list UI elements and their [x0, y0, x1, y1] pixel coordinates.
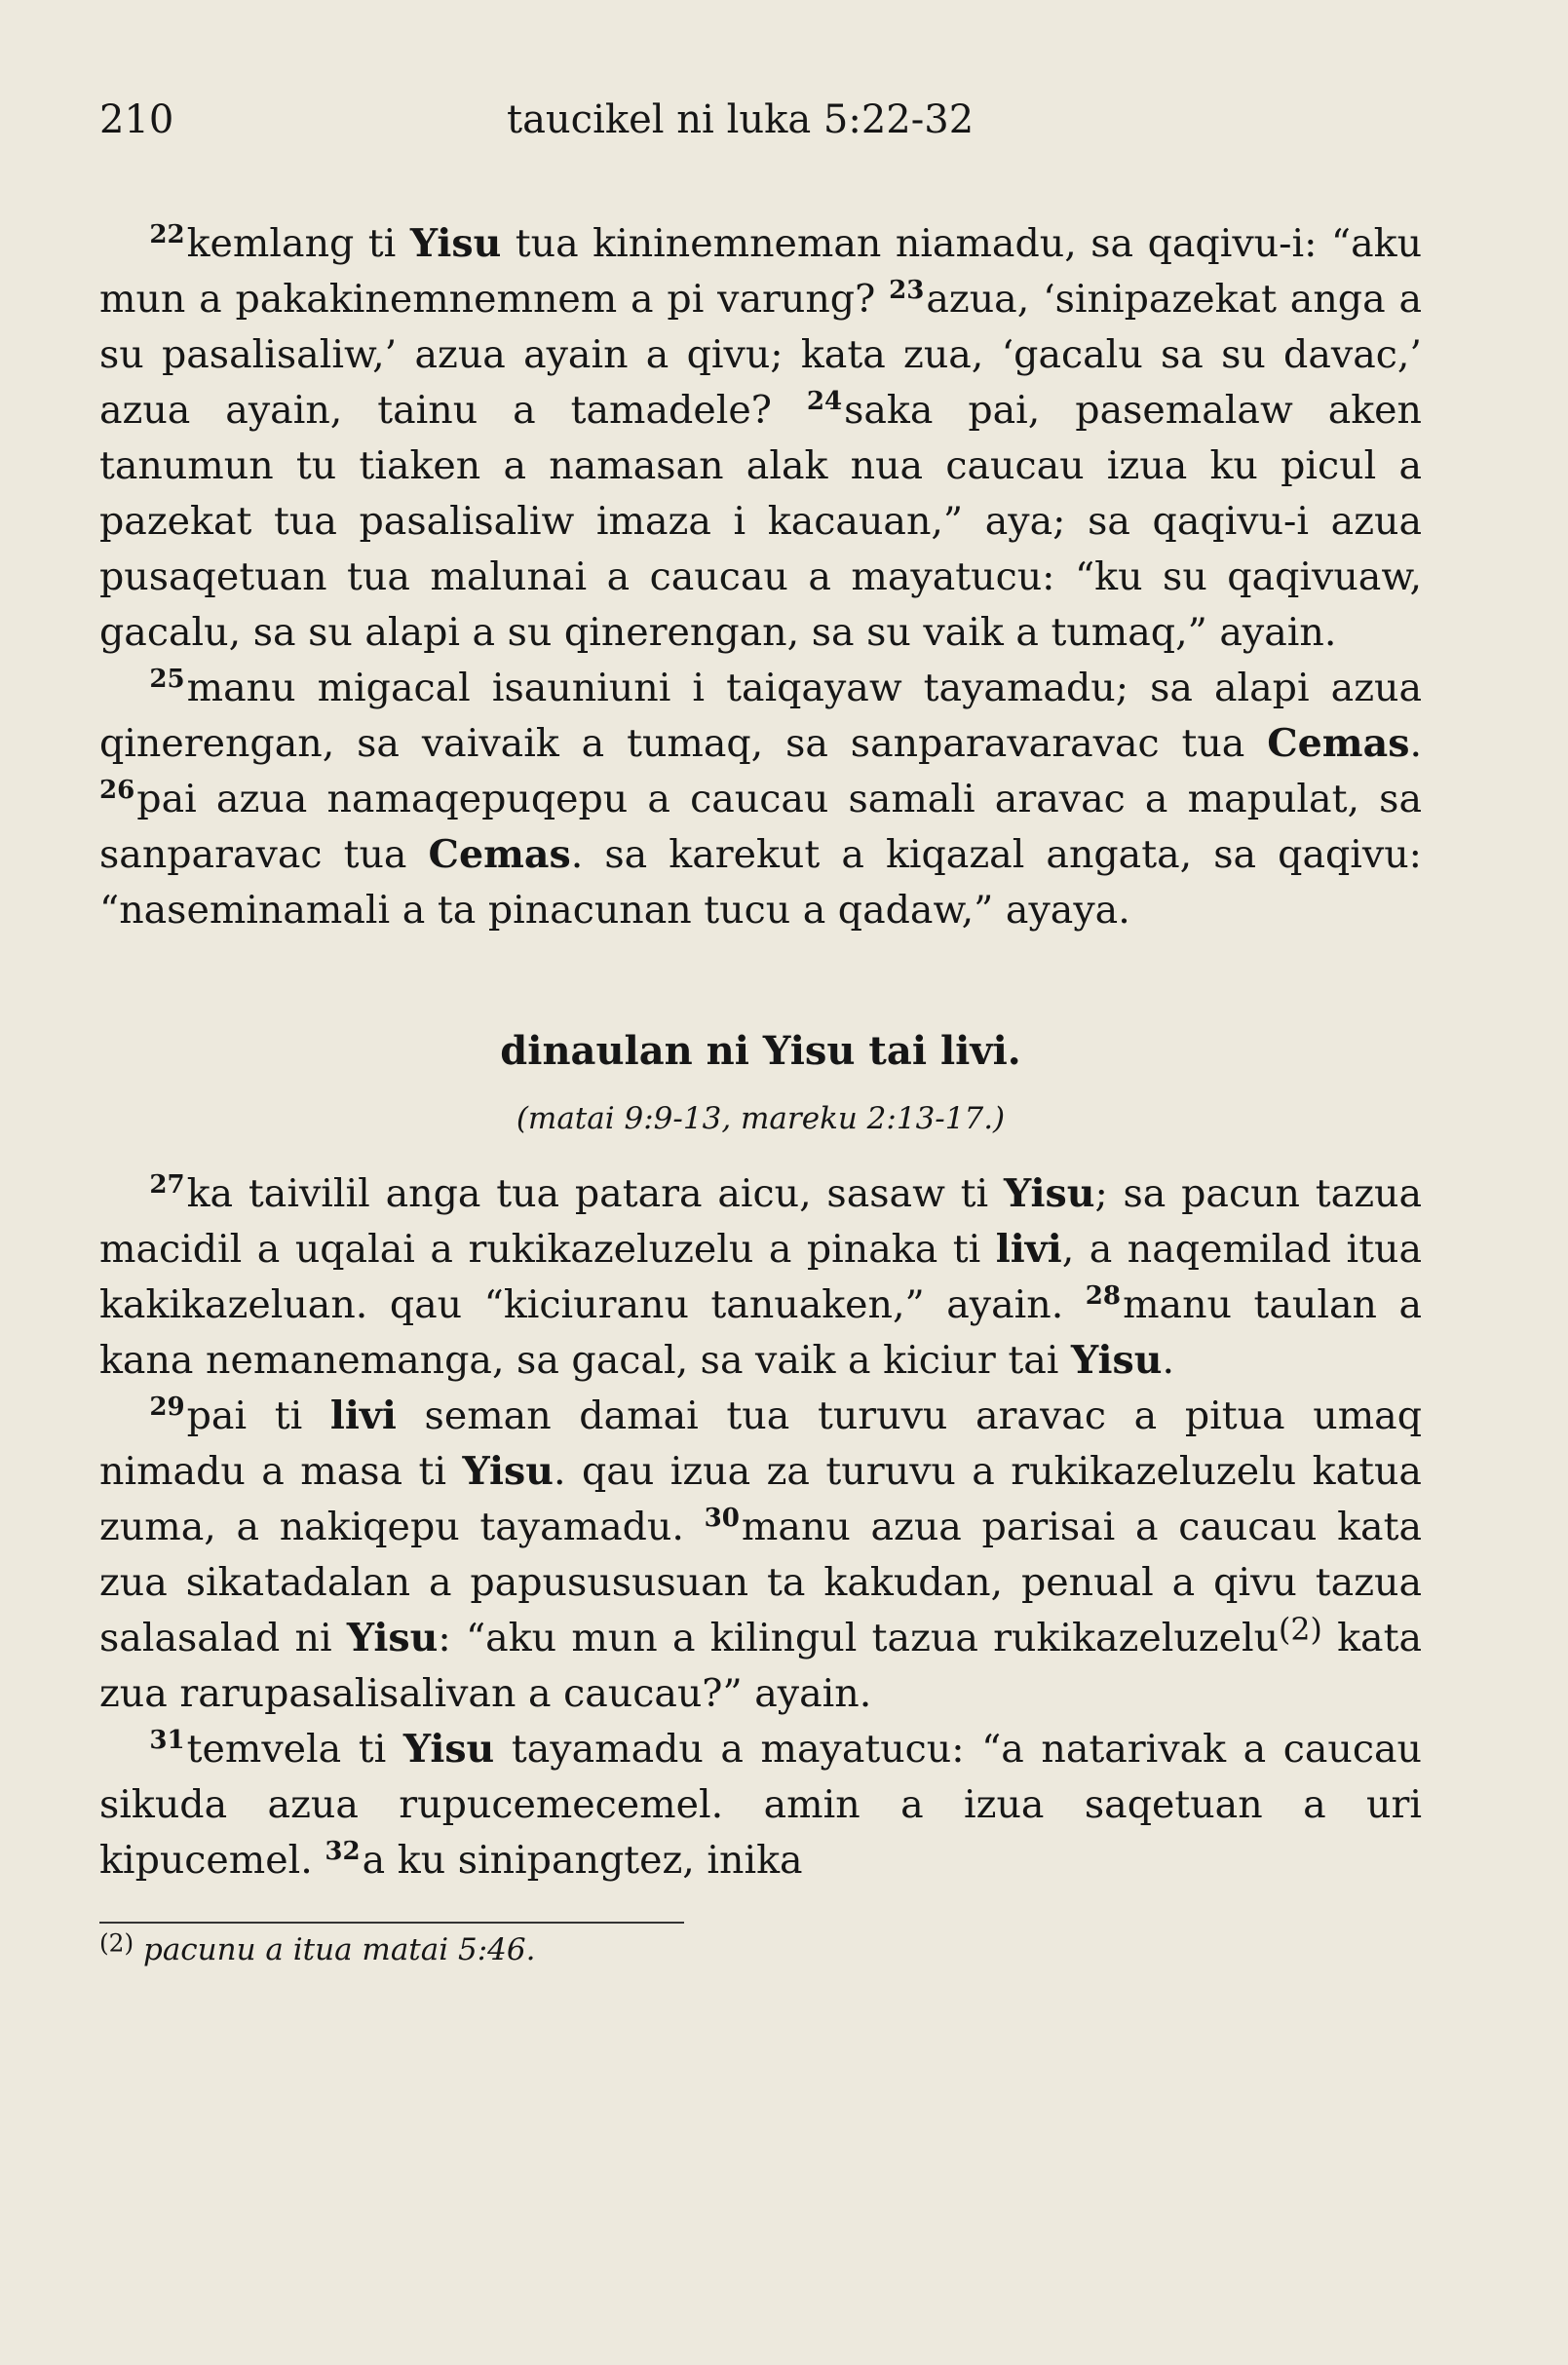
- verse-text: manu azua parisai a caucau kata zua sikatadalan a papusususuan ta kakudan, penual a qivu tazua salasalad ni: [99, 1505, 1423, 1660]
- verse-text: tua kininemneman niamadu, sa qaqivu-i: “aku mun a pakakinemnemnem a pi varung?: [99, 221, 1423, 322]
- name-bold: Yisu: [1003, 1171, 1095, 1216]
- verse-text: .: [1162, 1338, 1175, 1383]
- paragraph-verses-31-32: [99, 1722, 1422, 1888]
- verse-text: , a naqemilad itua kakikazeluan. qau “kiciuranu tanuaken,” ayain.: [99, 1227, 1422, 1327]
- verse-text: manu migacal isauniuni i taiqayaw tayamadu; sa alapi azua qinerengan, sa vaivaik a tumaq, sa sanparavaravac tua: [99, 666, 1422, 766]
- verse-number: 27: [149, 1169, 185, 1200]
- verse-text: seman damai tua turuvu aravac a pitua umaq nimadu a masa ti: [99, 1393, 1422, 1494]
- verse-text: : “aku mun a kilingul tazua rukikazeluzelu: [438, 1616, 1280, 1660]
- verse-number: 29: [149, 1392, 185, 1422]
- page-number: 210: [99, 97, 174, 142]
- verse-number: 22: [149, 219, 185, 249]
- verse-text: . qau izua za turuvu a rukikazeluzelu katua zuma, a nakiqepu tayamadu.: [99, 1449, 1422, 1549]
- running-head: [99, 90, 1422, 150]
- name-bold: Yisu: [1070, 1338, 1163, 1383]
- name-bold: Yisu: [462, 1449, 554, 1494]
- footnote: [99, 1927, 1422, 1972]
- verse-number: 25: [149, 664, 185, 694]
- verse-number: 30: [704, 1503, 740, 1533]
- name-bold: Cemas: [428, 832, 571, 877]
- verse-text: azua, ‘sinipazekat anga a su pasalisaliw,’ azua ayain a qivu; kata zua, ‘gacalu sa su davac,’ azua ayain, tainu a tamadele?: [99, 277, 1422, 433]
- footnote-reference: (2): [1279, 1612, 1322, 1648]
- verse-text: . sa karekut a kiqazal angata, sa qaqivu: “naseminamali a ta pinacunan tucu a qadaw,” ayaya.: [99, 832, 1422, 933]
- verse-number: 31: [149, 1725, 185, 1755]
- paragraph-verses-25-26: [99, 661, 1422, 938]
- section-heading: dinaulan ni Yisu tai livi.: [500, 1028, 1021, 1074]
- footnote-mark: (2): [99, 1928, 134, 1958]
- body-text: [99, 216, 1422, 1888]
- section-crossref: (matai 9:9-13, mareku 2:13-17.): [516, 1101, 1006, 1136]
- verse-text: kemlang ti: [186, 221, 410, 266]
- verse-text: .: [1409, 721, 1422, 766]
- verse-text: tayamadu a mayatucu: “a natarivak a caucau sikuda azua rupucemecemel. amin a izua saqetuan a uri kipucemel.: [99, 1727, 1422, 1883]
- verse-number: 26: [99, 775, 135, 805]
- verse-text: temvela ti: [186, 1727, 403, 1772]
- running-head-title: taucikel ni luka 5:22-32: [507, 97, 975, 142]
- verse-text: ka taivilil anga tua patara aicu, sasaw ti: [186, 1171, 1004, 1216]
- paragraph-verses-29-30: [99, 1389, 1422, 1722]
- name-bold: Yisu: [409, 221, 502, 266]
- verse-number: 28: [1085, 1280, 1122, 1311]
- verse-number: 32: [325, 1836, 361, 1866]
- verse-text: pai ti: [186, 1393, 330, 1438]
- verse-number: 23: [889, 275, 925, 305]
- name-bold: Cemas: [1267, 721, 1410, 766]
- verse-text: saka pai, pasemalaw aken tanumun tu tiaken a namasan alak nua caucau izua ku picul a pazekat tua pasalisaliw imaza i kacauan,” aya; sa qaqivu-i azua pusaqetuan tua malunai a caucau a mayatucu: “ku su qaqivuaw, gacalu, sa su alapi a su qinerengan, sa su vaik a tumaq,” ayain.: [99, 388, 1422, 655]
- paragraph-verses-27-28: [99, 1166, 1422, 1389]
- verse-text: ; sa pacun tazua macidil a uqalai a rukikazeluzelu a pinaka ti: [99, 1171, 1422, 1272]
- verse-text: a ku sinipangtez, inika: [362, 1838, 803, 1883]
- name-bold: livi: [995, 1227, 1062, 1272]
- name-bold: Yisu: [346, 1616, 439, 1660]
- verse-text: manu taulan a kana nemanemanga, sa gacal, sa vaik a kiciur tai: [99, 1282, 1423, 1383]
- verse-text: pai azua namaqepuqepu a caucau samali aravac a mapulat, sa sanparavac tua: [99, 777, 1422, 877]
- footnote-text: pacunu a itua matai 5:46.: [142, 1932, 536, 1967]
- paragraph-verses-22-24: [99, 216, 1422, 661]
- name-bold: livi: [329, 1393, 397, 1438]
- verse-text: kata zua rarupasalisalivan a caucau?” ayain.: [99, 1616, 1422, 1716]
- name-bold: Yisu: [402, 1727, 495, 1772]
- verse-number: 24: [806, 386, 843, 416]
- footnote-divider: [99, 1922, 684, 1924]
